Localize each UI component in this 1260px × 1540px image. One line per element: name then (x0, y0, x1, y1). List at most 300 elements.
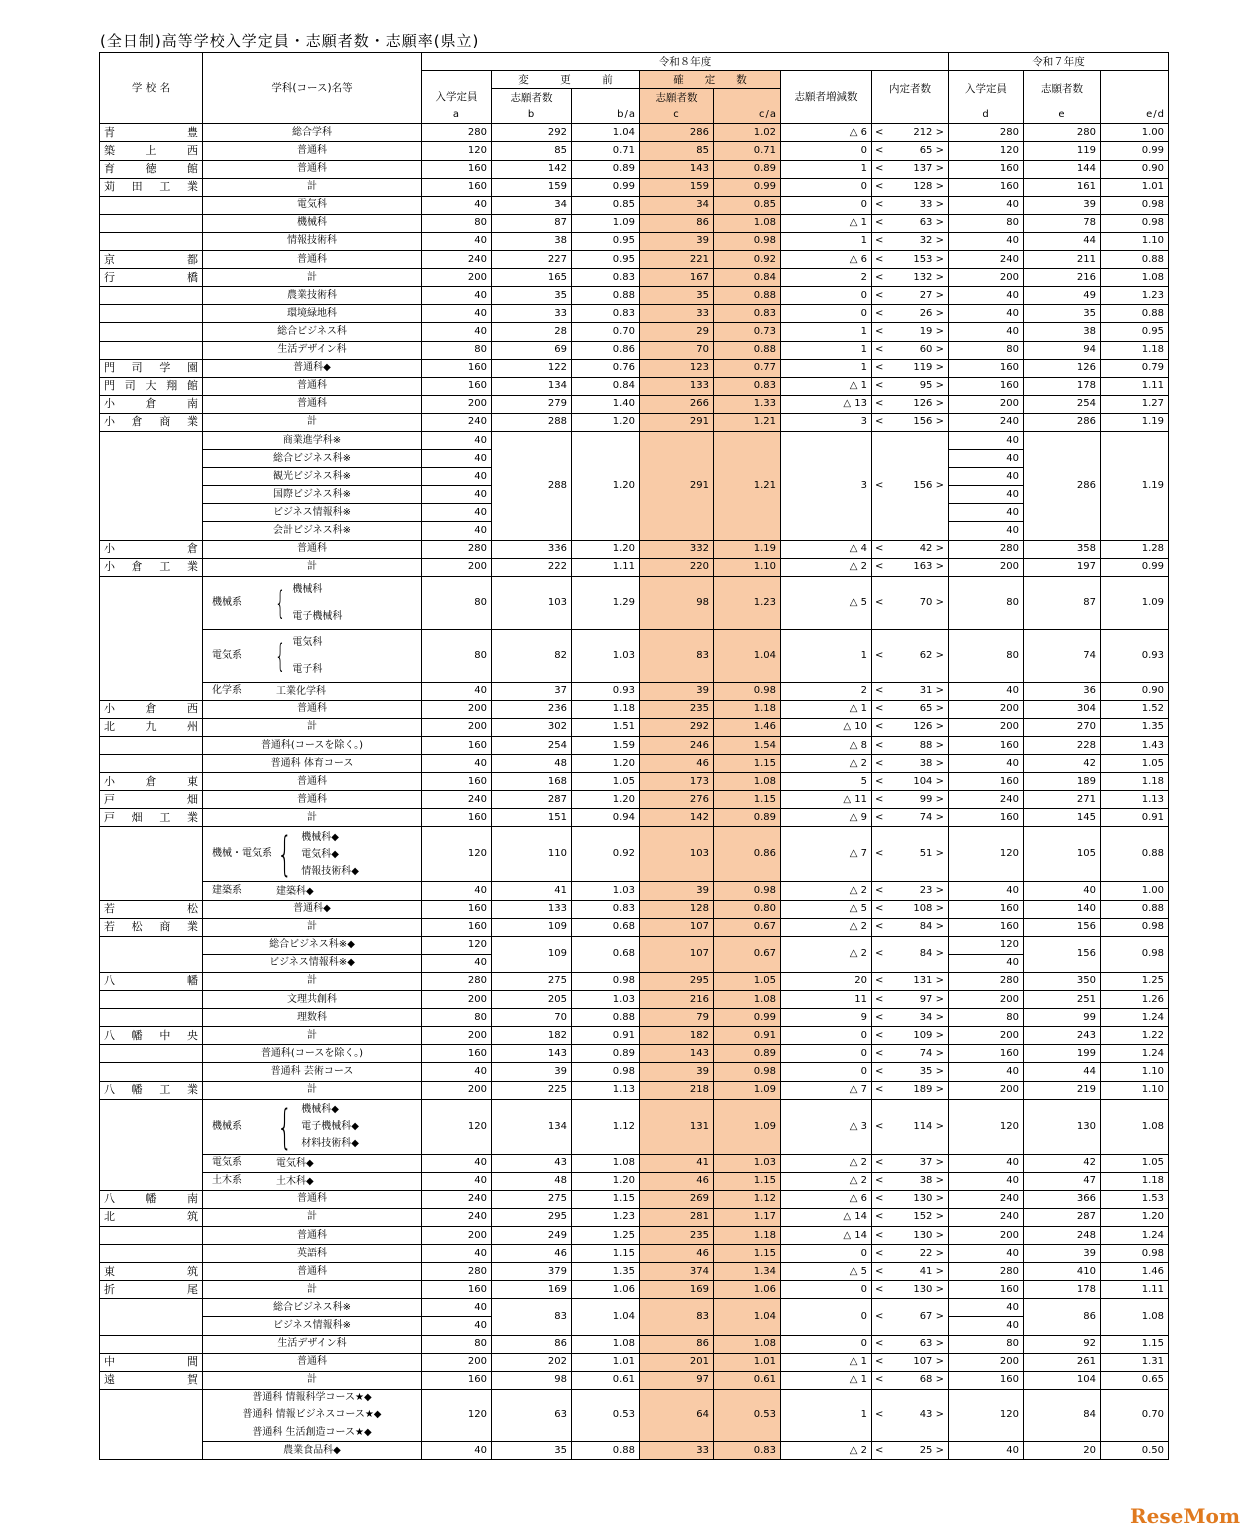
naitei-value: 62 (919, 649, 933, 661)
cell-ba: 0.71 (572, 142, 640, 160)
cell-app-b: 151 (492, 809, 572, 827)
cell-app-e: 140 (1024, 900, 1101, 918)
table-row (100, 1389, 1169, 1407)
cell-ba: 1.20 (572, 431, 640, 540)
table-row (100, 232, 1169, 250)
cell-ba: 1.15 (572, 1245, 640, 1263)
cell-school: 北 九 州 (100, 718, 203, 736)
cell-cap-d: 160 (949, 359, 1024, 377)
cell-dept: 国際ビジネス科※ (203, 486, 422, 504)
cell-cap-d: 40 (949, 1317, 1024, 1335)
cell-cap-d: 80 (949, 1009, 1024, 1027)
table-row (100, 142, 1169, 160)
cell-naitei: < 130 > (872, 1190, 949, 1208)
cell-ba: 0.95 (572, 232, 640, 250)
naitei-value: 38 (919, 1175, 933, 1187)
cell-school: 戸 畑 工 業 (100, 809, 203, 827)
cell-app-b: 159 (492, 178, 572, 196)
cell-app-b: 227 (492, 251, 572, 269)
cell-dept: 会計ビジネス科※ (203, 522, 422, 540)
cell-ba: 1.25 (572, 1226, 640, 1244)
cell-ba: 0.91 (572, 1027, 640, 1045)
cell-dept: 普通科 芸術コース (203, 1063, 422, 1081)
cell-ba: 0.89 (572, 1045, 640, 1063)
table-row (100, 269, 1169, 287)
cell-change: △ 2 (781, 936, 872, 972)
table-row (100, 341, 1169, 359)
cell-ed: 1.20 (1101, 1208, 1169, 1226)
cell-cap-a: 40 (422, 287, 492, 305)
cell-cap-a: 40 (422, 468, 492, 486)
cell-ed: 1.08 (1101, 1099, 1169, 1154)
cell-app-e: 47 (1024, 1172, 1101, 1190)
cell-ed: 0.88 (1101, 900, 1169, 918)
naitei-value: 74 (919, 811, 933, 823)
cell-app-b: 279 (492, 395, 572, 413)
cell-cap-a: 160 (422, 737, 492, 755)
cell-cap-d: 40 (949, 882, 1024, 900)
cell-naitei: < 137 > (872, 160, 949, 178)
cell-app-b: 48 (492, 755, 572, 773)
naitei-value: 152 (913, 1211, 933, 1223)
cell-app-e: 228 (1024, 737, 1101, 755)
cell-app-e: 199 (1024, 1045, 1101, 1063)
brace-icon: { (275, 583, 286, 622)
cell-naitei: < 109 > (872, 1027, 949, 1045)
cell-ed: 1.05 (1101, 755, 1169, 773)
cell-school (100, 576, 203, 629)
cell-app-b: 142 (492, 160, 572, 178)
cell-ba: 1.03 (572, 991, 640, 1009)
cell-app-e: 35 (1024, 305, 1101, 323)
cell-app-c: 97 (640, 1371, 714, 1389)
cell-dept: 計 (203, 809, 422, 827)
cell-cap-d: 80 (949, 576, 1024, 629)
cell-cap-d: 200 (949, 700, 1024, 718)
cell-app-e: 42 (1024, 755, 1101, 773)
cell-ca: 1.08 (714, 773, 781, 791)
cell-change: △ 2 (781, 1154, 872, 1172)
cell-app-c: 295 (640, 972, 714, 990)
header-naitei: 内定者数 (872, 71, 949, 107)
cell-dept: 総合学科 (203, 124, 422, 142)
cell-dept (203, 682, 422, 700)
cell-cap-a: 80 (422, 341, 492, 359)
cell-ca: 1.21 (714, 431, 781, 540)
cell-dept: 普通科 (203, 160, 422, 178)
cell-app-c: 220 (640, 558, 714, 576)
cell-cap-d: 200 (949, 1226, 1024, 1244)
cell-ba: 1.08 (572, 1335, 640, 1353)
system-dept: 機械科◆ (301, 831, 339, 843)
header-label-a: a (422, 106, 492, 124)
table-row (100, 1299, 1169, 1317)
cell-app-c: 41 (640, 1154, 714, 1172)
cell-school: 折 尾 (100, 1281, 203, 1299)
cell-ed: 1.19 (1101, 413, 1169, 431)
cell-app-c: 46 (640, 1172, 714, 1190)
cell-app-c: 332 (640, 540, 714, 558)
cell-school (100, 341, 203, 359)
cell-naitei: < 156 > (872, 431, 949, 540)
cell-cap-d: 160 (949, 737, 1024, 755)
cell-change: △ 7 (781, 827, 872, 882)
naitei-value: 130 (913, 1229, 933, 1241)
cell-ba: 1.23 (572, 1208, 640, 1226)
cell-naitei: < 132 > (872, 269, 949, 287)
cell-cap-a: 200 (422, 395, 492, 413)
cell-ca: 1.10 (714, 558, 781, 576)
naitei-value: 153 (913, 253, 933, 265)
cell-cap-d: 200 (949, 1353, 1024, 1371)
naitei-value: 130 (913, 1193, 933, 1205)
cell-cap-d: 160 (949, 1045, 1024, 1063)
header-app-e: 志願者数 (1024, 71, 1101, 107)
cell-naitei: < 38 > (872, 1172, 949, 1190)
cell-school: 小 倉 工 業 (100, 558, 203, 576)
cell-dept (203, 1154, 422, 1172)
cell-cap-d: 200 (949, 269, 1024, 287)
cell-ed: 1.01 (1101, 178, 1169, 196)
cell-change: 1 (781, 359, 872, 377)
cell-app-c: 107 (640, 936, 714, 972)
cell-cap-d: 40 (949, 486, 1024, 504)
table-row (100, 1353, 1169, 1371)
cell-ba: 0.53 (572, 1389, 640, 1441)
table-row (100, 1190, 1169, 1208)
cell-ed: 0.98 (1101, 918, 1169, 936)
cell-dept: 理数科 (203, 1009, 422, 1027)
cell-ca: 0.83 (714, 1442, 781, 1460)
cell-cap-a: 200 (422, 269, 492, 287)
cell-dept: 普通科 (203, 540, 422, 558)
cell-change: 1 (781, 629, 872, 682)
cell-ba: 1.51 (572, 718, 640, 736)
cell-naitei: < 41 > (872, 1263, 949, 1281)
cell-app-c: 159 (640, 178, 714, 196)
cell-app-b: 83 (492, 1299, 572, 1335)
cell-ca: 1.12 (714, 1190, 781, 1208)
cell-ca: 1.06 (714, 1281, 781, 1299)
table-body (100, 53, 1169, 1460)
cell-app-b: 275 (492, 972, 572, 990)
cell-ed: 0.50 (1101, 1442, 1169, 1460)
cell-ed: 1.13 (1101, 791, 1169, 809)
cell-naitei: < 74 > (872, 1045, 949, 1063)
cell-ba: 0.85 (572, 196, 640, 214)
header-ba: b/a (572, 106, 640, 124)
cell-cap-a: 80 (422, 214, 492, 232)
cell-dept: 普通科 体育コース (203, 755, 422, 773)
cell-naitei: < 27 > (872, 287, 949, 305)
naitei-value: 23 (919, 885, 933, 897)
cell-cap-d: 40 (949, 468, 1024, 486)
system-dept: 機械科 (292, 583, 323, 595)
cell-cap-a: 40 (422, 522, 492, 540)
cell-cap-a: 40 (422, 1063, 492, 1081)
cell-change: △ 3 (781, 1099, 872, 1154)
cell-cap-d: 240 (949, 1190, 1024, 1208)
cell-ed: 1.24 (1101, 1045, 1169, 1063)
cell-cap-d: 40 (949, 1245, 1024, 1263)
header-change: 志願者増減数 (781, 71, 872, 124)
enrollment-table (99, 52, 1169, 1460)
cell-app-b: 225 (492, 1081, 572, 1099)
cell-app-c: 128 (640, 900, 714, 918)
cell-change: 3 (781, 413, 872, 431)
cell-app-b: 288 (492, 431, 572, 540)
cell-ca: 0.67 (714, 918, 781, 936)
naitei-value: 70 (919, 596, 933, 608)
cell-change: △ 14 (781, 1226, 872, 1244)
system-group-label: 機械系 (212, 596, 242, 608)
table-row (100, 755, 1169, 773)
cell-ed: 0.95 (1101, 323, 1169, 341)
cell-ed: 1.25 (1101, 972, 1169, 990)
cell-dept: 普通科(コースを除く。) (203, 737, 422, 755)
cell-ba: 1.59 (572, 737, 640, 755)
cell-ca: 1.09 (714, 1081, 781, 1099)
cell-school (100, 1009, 203, 1027)
table-row (100, 287, 1169, 305)
naitei-value: 137 (913, 163, 933, 175)
cell-app-e: 410 (1024, 1263, 1101, 1281)
cell-dept: 普通科 情報科学コース★◆ (203, 1389, 422, 1407)
cell-cap-a: 40 (422, 682, 492, 700)
cell-naitei: < 51 > (872, 827, 949, 882)
cell-ca: 0.80 (714, 900, 781, 918)
cell-ba: 0.86 (572, 341, 640, 359)
cell-ca: 1.21 (714, 413, 781, 431)
cell-school (100, 468, 203, 486)
cell-dept: 計 (203, 178, 422, 196)
cell-naitei: < 84 > (872, 936, 949, 972)
header-ed: e/d (1101, 106, 1169, 124)
cell-ed: 1.28 (1101, 540, 1169, 558)
system-group-label: 電気系 (212, 1157, 242, 1169)
cell-dept: 普通科 (203, 251, 422, 269)
cell-naitei: < 67 > (872, 1299, 949, 1335)
cell-dept: 電気科 (203, 196, 422, 214)
cell-dept (203, 827, 422, 882)
cell-app-c: 143 (640, 1045, 714, 1063)
cell-dept: 農業食品科◆ (203, 1442, 422, 1460)
table-row (100, 1245, 1169, 1263)
naitei-value: 65 (919, 703, 933, 715)
cell-cap-a: 40 (422, 232, 492, 250)
cell-school: 若 松 (100, 900, 203, 918)
cell-change: 9 (781, 1009, 872, 1027)
cell-ca: 0.83 (714, 377, 781, 395)
cell-cap-d: 120 (949, 142, 1024, 160)
cell-naitei: < 130 > (872, 1226, 949, 1244)
cell-school: 門司大翔館 (100, 377, 203, 395)
cell-ed: 1.09 (1101, 576, 1169, 629)
cell-ed: 0.90 (1101, 682, 1169, 700)
cell-change: 1 (781, 323, 872, 341)
cell-school (100, 214, 203, 232)
cell-ca: 1.17 (714, 1208, 781, 1226)
cell-ca: 1.08 (714, 1335, 781, 1353)
cell-naitei: < 163 > (872, 558, 949, 576)
cell-cap-a: 40 (422, 504, 492, 522)
cell-dept: 計 (203, 972, 422, 990)
cell-ba: 0.95 (572, 251, 640, 269)
cell-cap-d: 200 (949, 1027, 1024, 1045)
cell-ed: 0.88 (1101, 251, 1169, 269)
cell-app-e: 366 (1024, 1190, 1101, 1208)
cell-app-b: 98 (492, 1371, 572, 1389)
cell-cap-a: 160 (422, 1281, 492, 1299)
cell-app-b: 134 (492, 1099, 572, 1154)
table-row (100, 1335, 1169, 1353)
cell-dept: 計 (203, 718, 422, 736)
cell-app-e: 126 (1024, 359, 1101, 377)
table-row (100, 359, 1169, 377)
cell-school (100, 1226, 203, 1244)
cell-cap-d: 40 (949, 504, 1024, 522)
cell-change: 0 (781, 1027, 872, 1045)
cell-app-e: 261 (1024, 1353, 1101, 1371)
cell-app-b: 34 (492, 196, 572, 214)
cell-app-c: 235 (640, 1226, 714, 1244)
cell-change: △ 5 (781, 576, 872, 629)
system-group-label: 機械系 (212, 1120, 242, 1132)
cell-ed: 1.53 (1101, 1190, 1169, 1208)
cell-cap-a: 160 (422, 359, 492, 377)
cell-ca: 1.15 (714, 791, 781, 809)
cell-school: 八 幡 工 業 (100, 1081, 203, 1099)
cell-school (100, 323, 203, 341)
cell-dept (203, 576, 422, 629)
table-row (100, 323, 1169, 341)
cell-change: △ 6 (781, 251, 872, 269)
table-row (100, 737, 1169, 755)
cell-app-b: 336 (492, 540, 572, 558)
cell-cap-a: 120 (422, 1389, 492, 1441)
cell-cap-d: 120 (949, 1099, 1024, 1154)
cell-app-b: 69 (492, 341, 572, 359)
cell-ba: 1.08 (572, 1154, 640, 1172)
cell-app-c: 103 (640, 827, 714, 882)
table-row (100, 791, 1169, 809)
cell-app-b: 85 (492, 142, 572, 160)
cell-naitei: < 26 > (872, 305, 949, 323)
cell-ca: 0.88 (714, 341, 781, 359)
cell-app-c: 266 (640, 395, 714, 413)
cell-cap-a: 200 (422, 1353, 492, 1371)
cell-school: 北 筑 (100, 1208, 203, 1226)
cell-cap-a: 160 (422, 178, 492, 196)
cell-app-c: 281 (640, 1208, 714, 1226)
cell-app-e: 36 (1024, 682, 1101, 700)
table-row (100, 1099, 1169, 1154)
cell-school: 門 司 学 園 (100, 359, 203, 377)
cell-ba: 1.13 (572, 1081, 640, 1099)
cell-change: △ 2 (781, 882, 872, 900)
cell-app-e: 38 (1024, 323, 1101, 341)
cell-naitei: < 212 > (872, 124, 949, 142)
cell-app-e: 144 (1024, 160, 1101, 178)
cell-change: △ 4 (781, 540, 872, 558)
system-dept: 機械科◆ (301, 1104, 339, 1116)
cell-naitei: < 97 > (872, 991, 949, 1009)
system-group-label: 建築系 (212, 885, 242, 897)
cell-ba: 1.04 (572, 1299, 640, 1335)
cell-school (100, 1424, 203, 1442)
cell-ca: 1.34 (714, 1263, 781, 1281)
cell-naitei: < 95 > (872, 377, 949, 395)
cell-app-c: 201 (640, 1353, 714, 1371)
cell-naitei: < 99 > (872, 791, 949, 809)
table-row (100, 1208, 1169, 1226)
cell-naitei: < 32 > (872, 232, 949, 250)
cell-cap-a: 40 (422, 305, 492, 323)
cell-ca: 0.77 (714, 359, 781, 377)
cell-school (100, 1045, 203, 1063)
cell-change: △ 10 (781, 718, 872, 736)
cell-cap-a: 160 (422, 160, 492, 178)
cell-cap-d: 40 (949, 450, 1024, 468)
naitei-value: 32 (919, 235, 933, 247)
cell-app-b: 249 (492, 1226, 572, 1244)
cell-change: 2 (781, 682, 872, 700)
cell-ed: 1.00 (1101, 882, 1169, 900)
naitei-value: 114 (913, 1120, 933, 1132)
cell-school (100, 196, 203, 214)
cell-app-c: 291 (640, 413, 714, 431)
cell-school: 京 都 (100, 251, 203, 269)
cell-cap-a: 280 (422, 972, 492, 990)
cell-app-c: 123 (640, 359, 714, 377)
system-dept: 土木科◆ (276, 1175, 314, 1187)
cell-app-e: 270 (1024, 718, 1101, 736)
naitei-value: 131 (913, 975, 933, 987)
table-row (100, 305, 1169, 323)
naitei-value: 51 (919, 848, 933, 860)
cell-dept: 総合ビジネス科※ (203, 1299, 422, 1317)
cell-cap-d: 160 (949, 809, 1024, 827)
cell-dept: 農業技術科 (203, 287, 422, 305)
cell-ca: 0.99 (714, 1009, 781, 1027)
cell-ed: 1.11 (1101, 1281, 1169, 1299)
cell-school (100, 882, 203, 900)
cell-ca: 1.08 (714, 214, 781, 232)
cell-ed: 0.99 (1101, 142, 1169, 160)
cell-app-c: 39 (640, 882, 714, 900)
cell-cap-d: 240 (949, 251, 1024, 269)
cell-app-e: 161 (1024, 178, 1101, 196)
cell-school: 中 間 (100, 1353, 203, 1371)
cell-app-c: 291 (640, 431, 714, 540)
cell-app-c: 143 (640, 160, 714, 178)
cell-naitei: < 126 > (872, 718, 949, 736)
table-row (100, 1263, 1169, 1281)
table-row (100, 1154, 1169, 1172)
table-row (100, 178, 1169, 196)
brace-icon: { (275, 636, 286, 675)
cell-cap-d: 240 (949, 1208, 1024, 1226)
cell-school: 行 橋 (100, 269, 203, 287)
cell-school (100, 1299, 203, 1317)
cell-app-c: 276 (640, 791, 714, 809)
naitei-value: 84 (919, 921, 933, 933)
cell-cap-d: 40 (949, 1172, 1024, 1190)
system-group-label: 土木系 (212, 1175, 242, 1187)
cell-ca: 1.01 (714, 1353, 781, 1371)
cell-ed: 1.35 (1101, 718, 1169, 736)
cell-ca: 1.15 (714, 1245, 781, 1263)
